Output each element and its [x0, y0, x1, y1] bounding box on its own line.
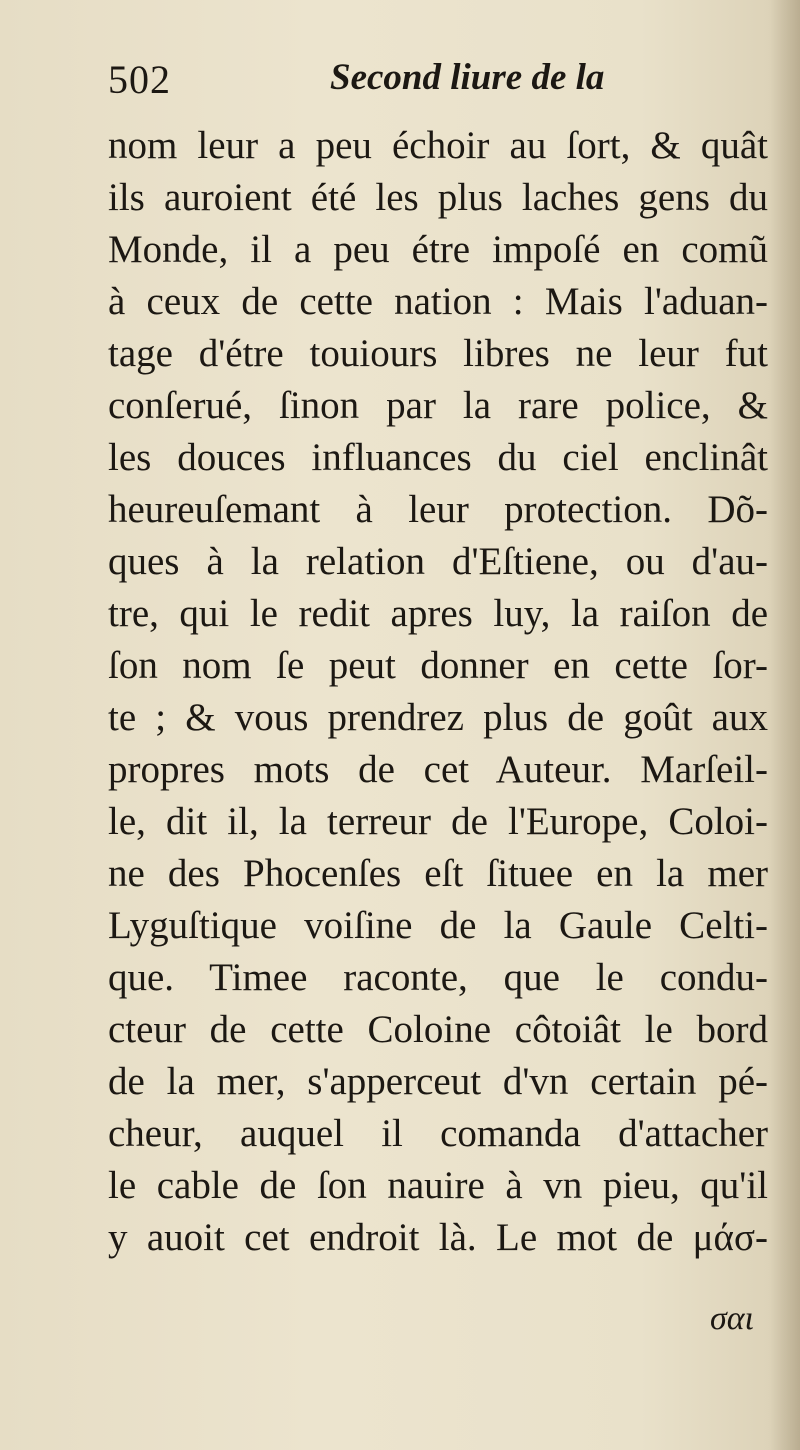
text-line: ſon nom ſe peut donner en cette ſor- [108, 644, 768, 687]
text-line: ne des Phocenſes eſt ſituee en la mer [108, 852, 768, 895]
text-line: Monde, il a peu étre impoſé en comũ [108, 228, 768, 271]
text-line: te ; & vous prendrez plus de goût aux [108, 696, 768, 739]
text-line: conſerué, ſinon par la rare police, & [108, 384, 768, 427]
text-line: heureuſemant à leur protection. Dõ- [108, 488, 768, 531]
text-line: ques à la relation d'Eſtiene, ou d'au- [108, 540, 768, 583]
text-line: les douces influances du ciel enclinât [108, 436, 768, 479]
text-line: à ceux de cette nation : Mais l'aduan- [108, 280, 768, 323]
text-line: le cable de ſon nauire à vn pieu, qu'il [108, 1164, 768, 1207]
text-line: le, dit il, la terreur de l'Europe, Coloi- [108, 800, 768, 843]
page-header [108, 50, 768, 110]
catchword: σαι [709, 1300, 754, 1337]
page-edge-shadow [770, 0, 800, 1450]
text-line: que. Timee raconte, que le condu- [108, 956, 768, 999]
text-line: de la mer, s'apperceut d'vn certain pé- [108, 1060, 768, 1103]
page-number: 502 [108, 57, 171, 102]
text-line: ils auroient été les plus laches gens du [108, 176, 768, 219]
body-text [108, 120, 768, 1264]
text-line: y auoit cet endroit là. Le mot de μάσ- [108, 1216, 768, 1259]
text-line: cteur de cette Coloine côtoiât le bord [108, 1008, 768, 1051]
text-line: Lyguſtique voiſine de la Gaule Celti- [108, 904, 768, 947]
running-head: Second liure de la [330, 57, 605, 98]
text-line: propres mots de cet Auteur. Marſeil- [108, 748, 768, 791]
text-line: cheur, auquel il comanda d'attacher [108, 1112, 768, 1155]
text-line: tage d'étre touiours libres ne leur fut [108, 332, 768, 375]
text-line: nom leur a peu échoir au ſort, & quât [108, 124, 768, 167]
text-line: tre, qui le redit apres luy, la raiſon de [108, 592, 768, 635]
